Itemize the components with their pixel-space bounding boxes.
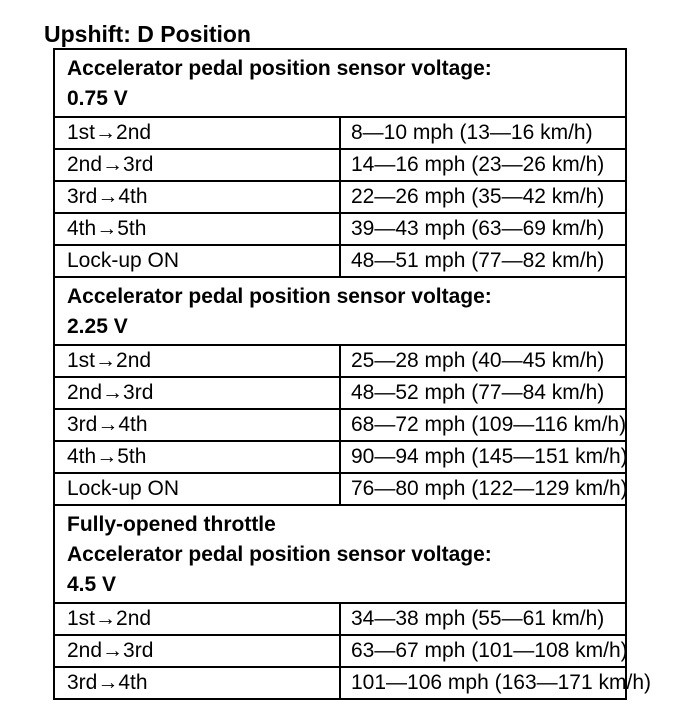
shift-cell: 2nd→3rd — [54, 377, 340, 409]
table-row — [54, 473, 626, 505]
section-header-row — [54, 277, 626, 345]
table-row — [54, 441, 626, 473]
section-header-throttle: Fully-opened throttle — [67, 513, 276, 536]
shift-cell: Lock-up ON — [54, 245, 340, 277]
section-header-line: Accelerator pedal position sensor voltage: — [67, 543, 492, 566]
upshift-table — [53, 48, 651, 700]
section-header — [54, 505, 626, 603]
speed-cell: 90—94 mph (145—151 km/h) — [340, 441, 626, 473]
speed-cell: 76—80 mph (122—129 km/h) — [340, 473, 626, 505]
section-header-voltage: 4.5 V — [67, 573, 117, 596]
shift-cell: 1st→2nd — [54, 345, 340, 377]
speed-cell: 8—10 mph (13—16 km/h) — [340, 117, 626, 149]
section-header-voltage: 0.75 V — [67, 87, 128, 110]
section-header-line: Accelerator pedal position sensor voltage: — [67, 285, 492, 308]
shift-cell: 3rd→4th — [54, 409, 340, 441]
speed-cell: 48—52 mph (77—84 km/h) — [340, 377, 626, 409]
table-row — [54, 603, 626, 635]
section-header — [54, 49, 626, 117]
table-row — [54, 345, 626, 377]
speed-cell: 25—28 mph (40—45 km/h) — [340, 345, 626, 377]
speed-cell: 101—106 mph (163—171 km/h) — [340, 667, 626, 699]
shift-cell: 2nd→3rd — [54, 149, 340, 181]
table-row — [54, 409, 626, 441]
table-row — [54, 117, 626, 149]
shift-cell: 1st→2nd — [54, 603, 340, 635]
speed-cell: 34—38 mph (55—61 km/h) — [340, 603, 626, 635]
shift-cell: 4th→5th — [54, 441, 340, 473]
table-row — [54, 181, 626, 213]
table-row — [54, 149, 626, 181]
table-row — [54, 377, 626, 409]
table-row — [54, 635, 626, 667]
speed-cell: 14—16 mph (23—26 km/h) — [340, 149, 626, 181]
shift-cell: 1st→2nd — [54, 117, 340, 149]
shift-cell: 4th→5th — [54, 213, 340, 245]
section-header-line: Accelerator pedal position sensor voltage: — [67, 57, 492, 80]
table-row — [54, 245, 626, 277]
shift-cell: 2nd→3rd — [54, 635, 340, 667]
section-header-row — [54, 505, 626, 603]
speed-cell: 22—26 mph (35—42 km/h) — [340, 181, 626, 213]
table-row — [54, 667, 626, 699]
shift-cell: Lock-up ON — [54, 473, 340, 505]
section-header-voltage: 2.25 V — [67, 315, 128, 338]
section-header — [54, 277, 626, 345]
shift-cell: 3rd→4th — [54, 181, 340, 213]
section-header-row — [54, 49, 626, 117]
speed-cell: 39—43 mph (63—69 km/h) — [340, 213, 626, 245]
speed-cell: 48—51 mph (77—82 km/h) — [340, 245, 626, 277]
speed-cell: 68—72 mph (109—116 km/h) — [340, 409, 626, 441]
table-row — [54, 213, 626, 245]
shift-cell: 3rd→4th — [54, 667, 340, 699]
page-title: Upshift: D Position — [44, 21, 251, 47]
speed-cell: 63—67 mph (101—108 km/h) — [340, 635, 626, 667]
